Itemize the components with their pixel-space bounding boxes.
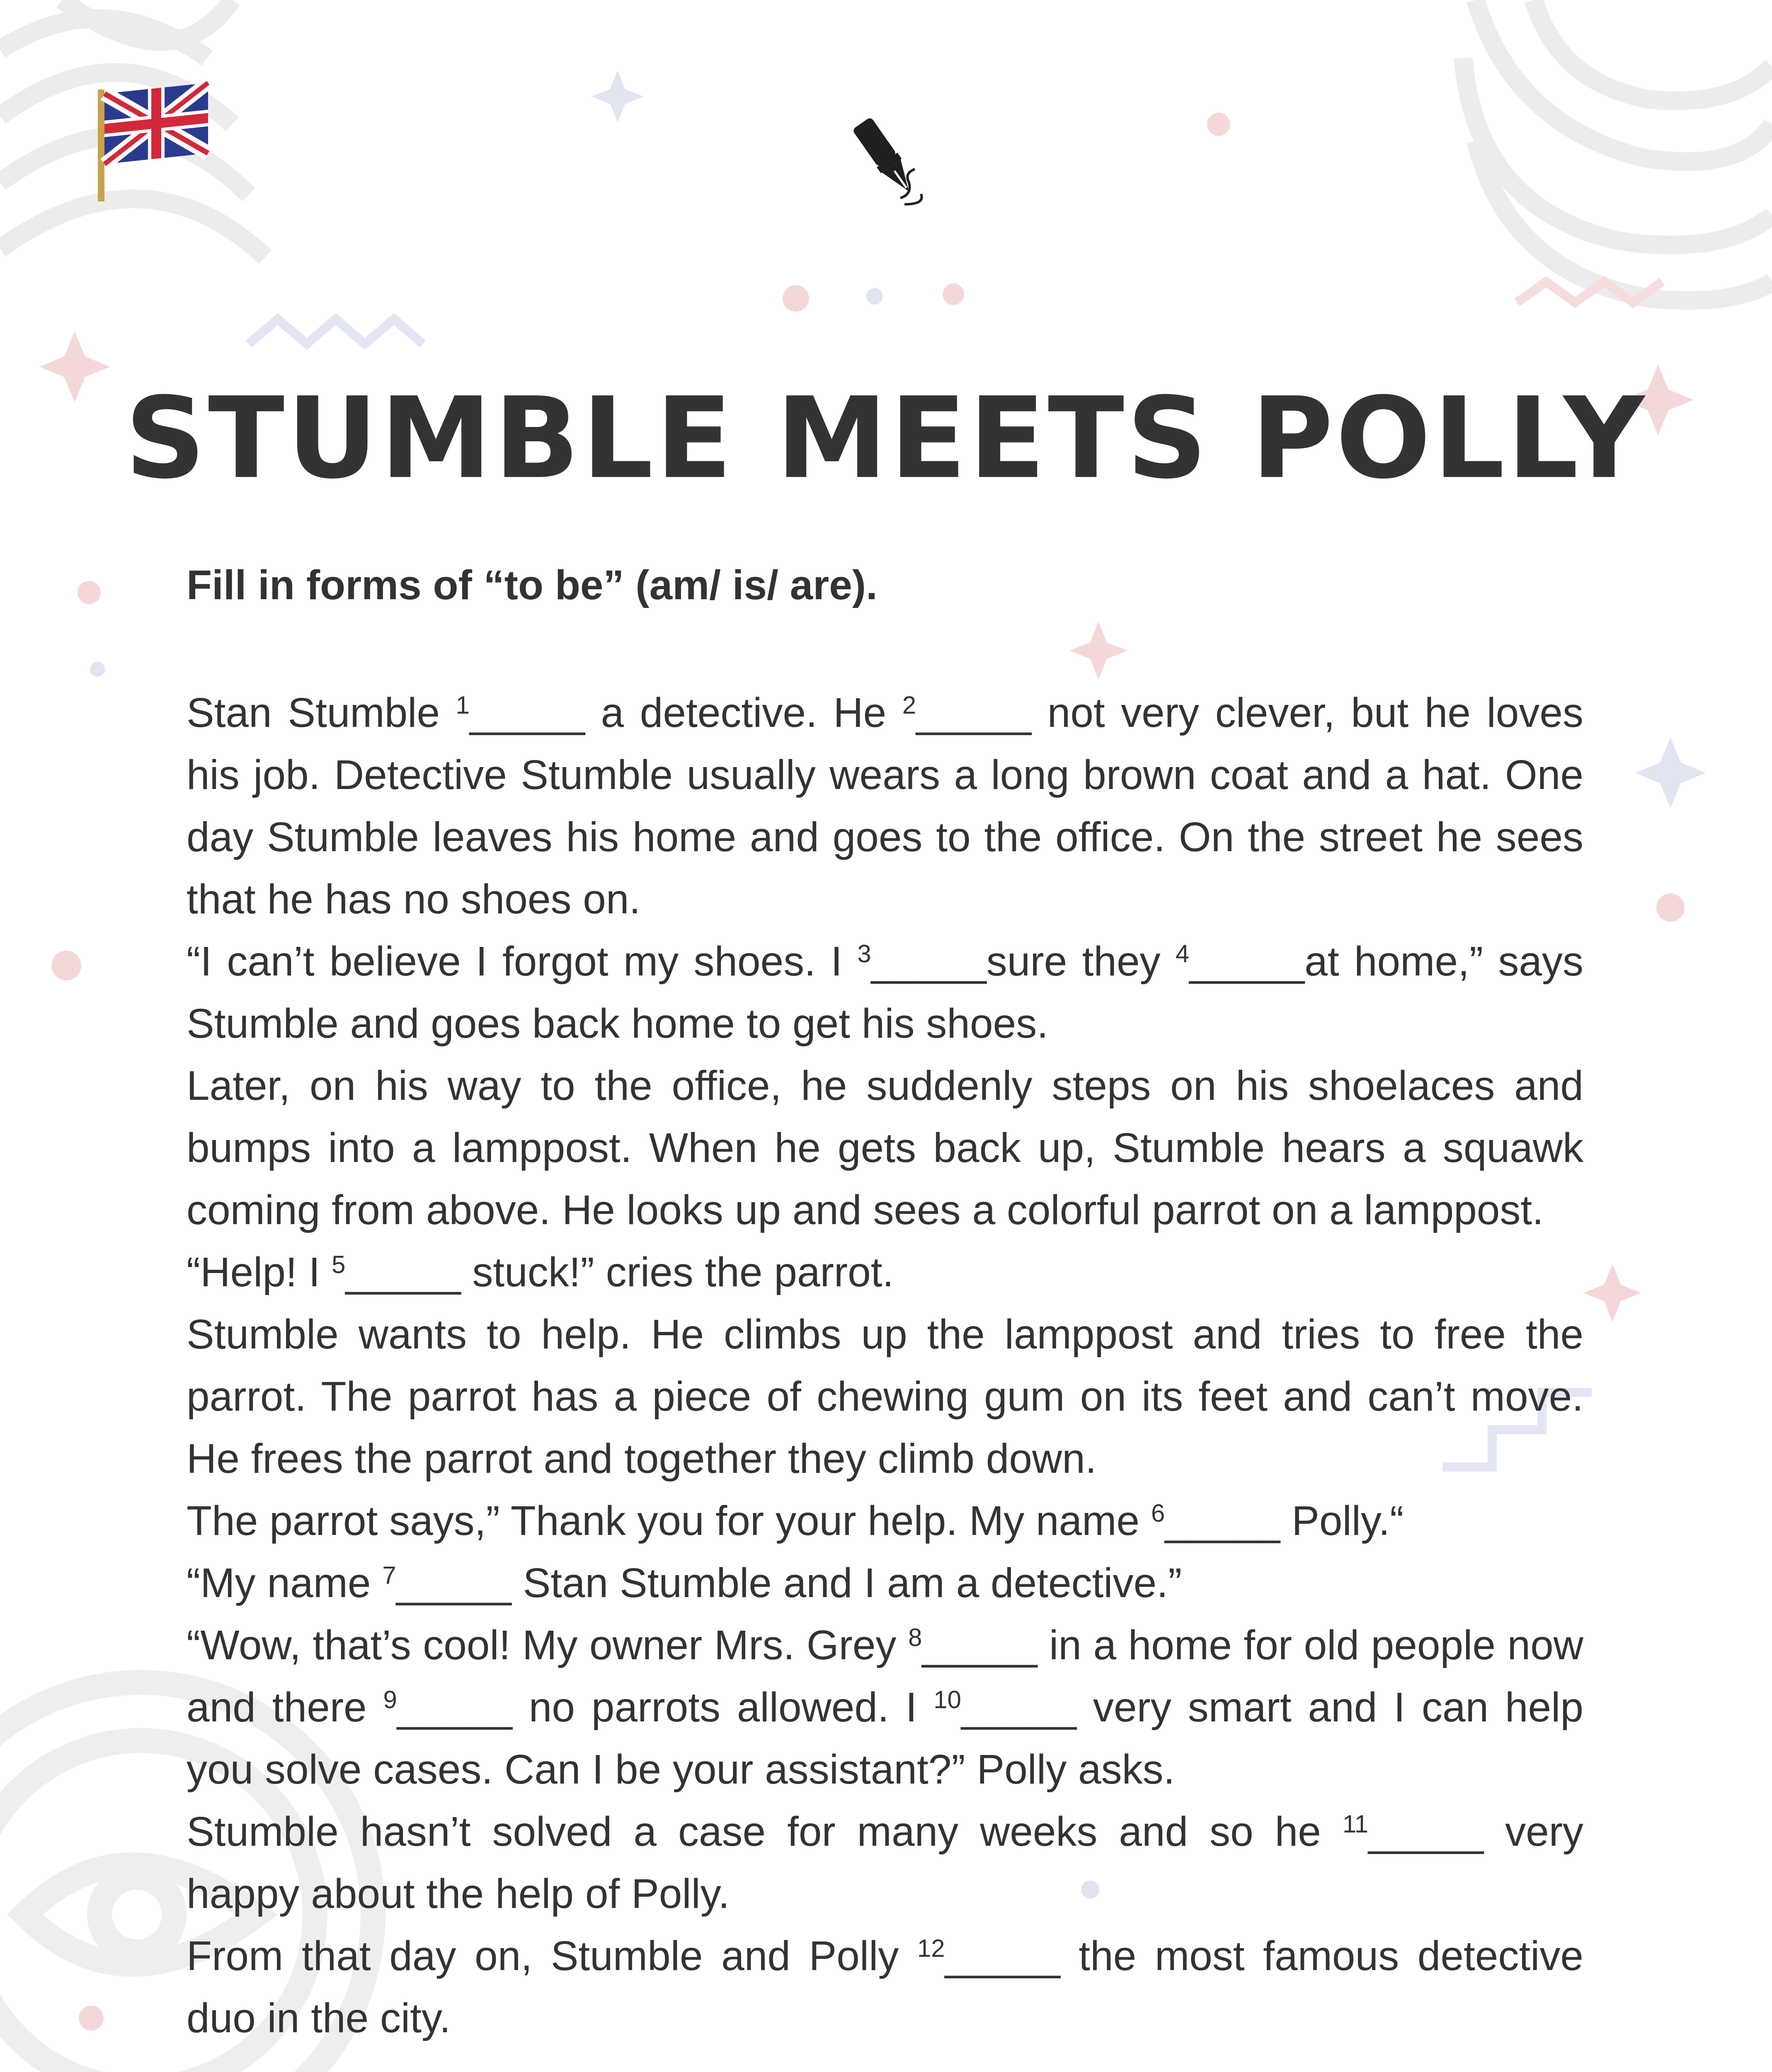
blank-number: 1 — [456, 691, 470, 719]
story-text-segment: the most famous detective duo in the city. — [187, 1933, 1583, 2041]
story-text-segment: “I can’t believe I forgot my shoes. I — [187, 938, 858, 985]
story-paragraph — [187, 1925, 1583, 2049]
story-text-segment: From that day on, Stumble and Polly — [187, 1933, 917, 1979]
blank-number: 2 — [902, 691, 916, 719]
story-text-segment: Stan Stumble and I am a detective.” — [511, 1560, 1182, 1606]
story-text-segment: Polly.“ — [1280, 1498, 1404, 1544]
blank-line[interactable]: _____ — [916, 690, 1032, 736]
story-text-segment: sure they — [986, 938, 1176, 985]
blank-line[interactable]: _____ — [871, 938, 987, 985]
blank-line[interactable]: _____ — [961, 1684, 1077, 1731]
uk-flag-icon — [81, 81, 214, 206]
story-text-segment: The parrot says,” Thank you for your help. My name — [187, 1498, 1151, 1544]
blank-number: 3 — [857, 940, 871, 968]
story-paragraph — [187, 1490, 1583, 1552]
story-text-segment: stuck!” cries the parrot. — [461, 1249, 894, 1295]
blank-line[interactable]: _____ — [397, 1684, 512, 1731]
blank-number: 8 — [908, 1624, 922, 1651]
story-text-segment: no parrots allowed. I — [512, 1684, 934, 1731]
blank-line[interactable]: _____ — [945, 1933, 1060, 1979]
blank-line[interactable]: _____ — [922, 1622, 1038, 1668]
blank-number: 11 — [1342, 1810, 1369, 1838]
story-text-segment: a detective. He — [585, 690, 902, 736]
story-paragraph — [187, 1055, 1583, 1241]
blank-number: 9 — [383, 1686, 397, 1714]
story-paragraph — [187, 1801, 1583, 1925]
page-title: STUMBLE MEETS POLLY — [125, 373, 1647, 503]
story-text-segment: Stumble hasn’t solved a case for many weeks and so he — [187, 1808, 1343, 1855]
blank-number: 10 — [933, 1686, 962, 1714]
blank-number: 6 — [1151, 1499, 1165, 1527]
story-text-segment: Stumble wants to help. He climbs up the lamppost and tries to free the parrot. The parrot has a piece of chewing gum on its feet and can’t move. He frees the parrot and together they climb down. — [187, 1311, 1583, 1482]
story-text — [187, 682, 1583, 2049]
blank-line[interactable]: _____ — [1165, 1498, 1280, 1544]
fingerprint-decoration — [1463, 0, 1772, 300]
story-text-segment: Later, on his way to the office, he suddenly steps on his shoelaces and bumps into a lamppost. When he gets back up, Stumble hears a squawk coming from above. He looks up and sees a colorful parrot on a lamppost. — [187, 1063, 1583, 1233]
story-paragraph — [187, 930, 1583, 1055]
story-text-segment: Stan Stumble — [187, 690, 456, 736]
blank-number: 12 — [917, 1934, 945, 1962]
blank-number: 5 — [332, 1251, 346, 1278]
blank-line[interactable]: _____ — [1189, 938, 1305, 985]
blank-line[interactable]: _____ — [1368, 1808, 1484, 1855]
story-text-segment: “My name — [187, 1560, 383, 1606]
story-text-segment: not very clever, but he loves his job. Detective Stumble usually wears a long brown coat and a hat. One day Stumble leaves his home and goes to the office. On the street he sees that he has no shoes on. — [187, 690, 1584, 922]
blank-line[interactable]: _____ — [396, 1560, 511, 1606]
story-text-segment: at home,” says Stumble and goes back home to get his shoes. — [187, 938, 1584, 1047]
story-paragraph — [187, 1303, 1583, 1490]
story-paragraph — [187, 682, 1583, 930]
story-paragraph — [187, 1552, 1583, 1614]
blank-number: 4 — [1175, 940, 1190, 968]
story-text-segment: “Help! I — [187, 1249, 332, 1295]
fountain-pen-icon — [838, 115, 938, 211]
story-text-segment: “Wow, that’s cool! My owner Mrs. Grey — [187, 1622, 909, 1668]
story-text-segment: very happy about the help of Polly. — [187, 1808, 1583, 1917]
blank-number: 7 — [382, 1561, 396, 1589]
blank-line[interactable]: _____ — [470, 690, 585, 736]
exercise-instruction: Fill in forms of “to be” (am/ is/ are). — [187, 562, 878, 608]
blank-line[interactable]: _____ — [345, 1249, 461, 1295]
story-paragraph — [187, 1241, 1583, 1303]
story-text-segment: very smart and I can help you solve cases. Can I be your assistant?” Polly asks. — [187, 1684, 1583, 1793]
story-text-segment: in a home for old people now and there — [187, 1622, 1583, 1731]
story-paragraph — [187, 1614, 1583, 1801]
